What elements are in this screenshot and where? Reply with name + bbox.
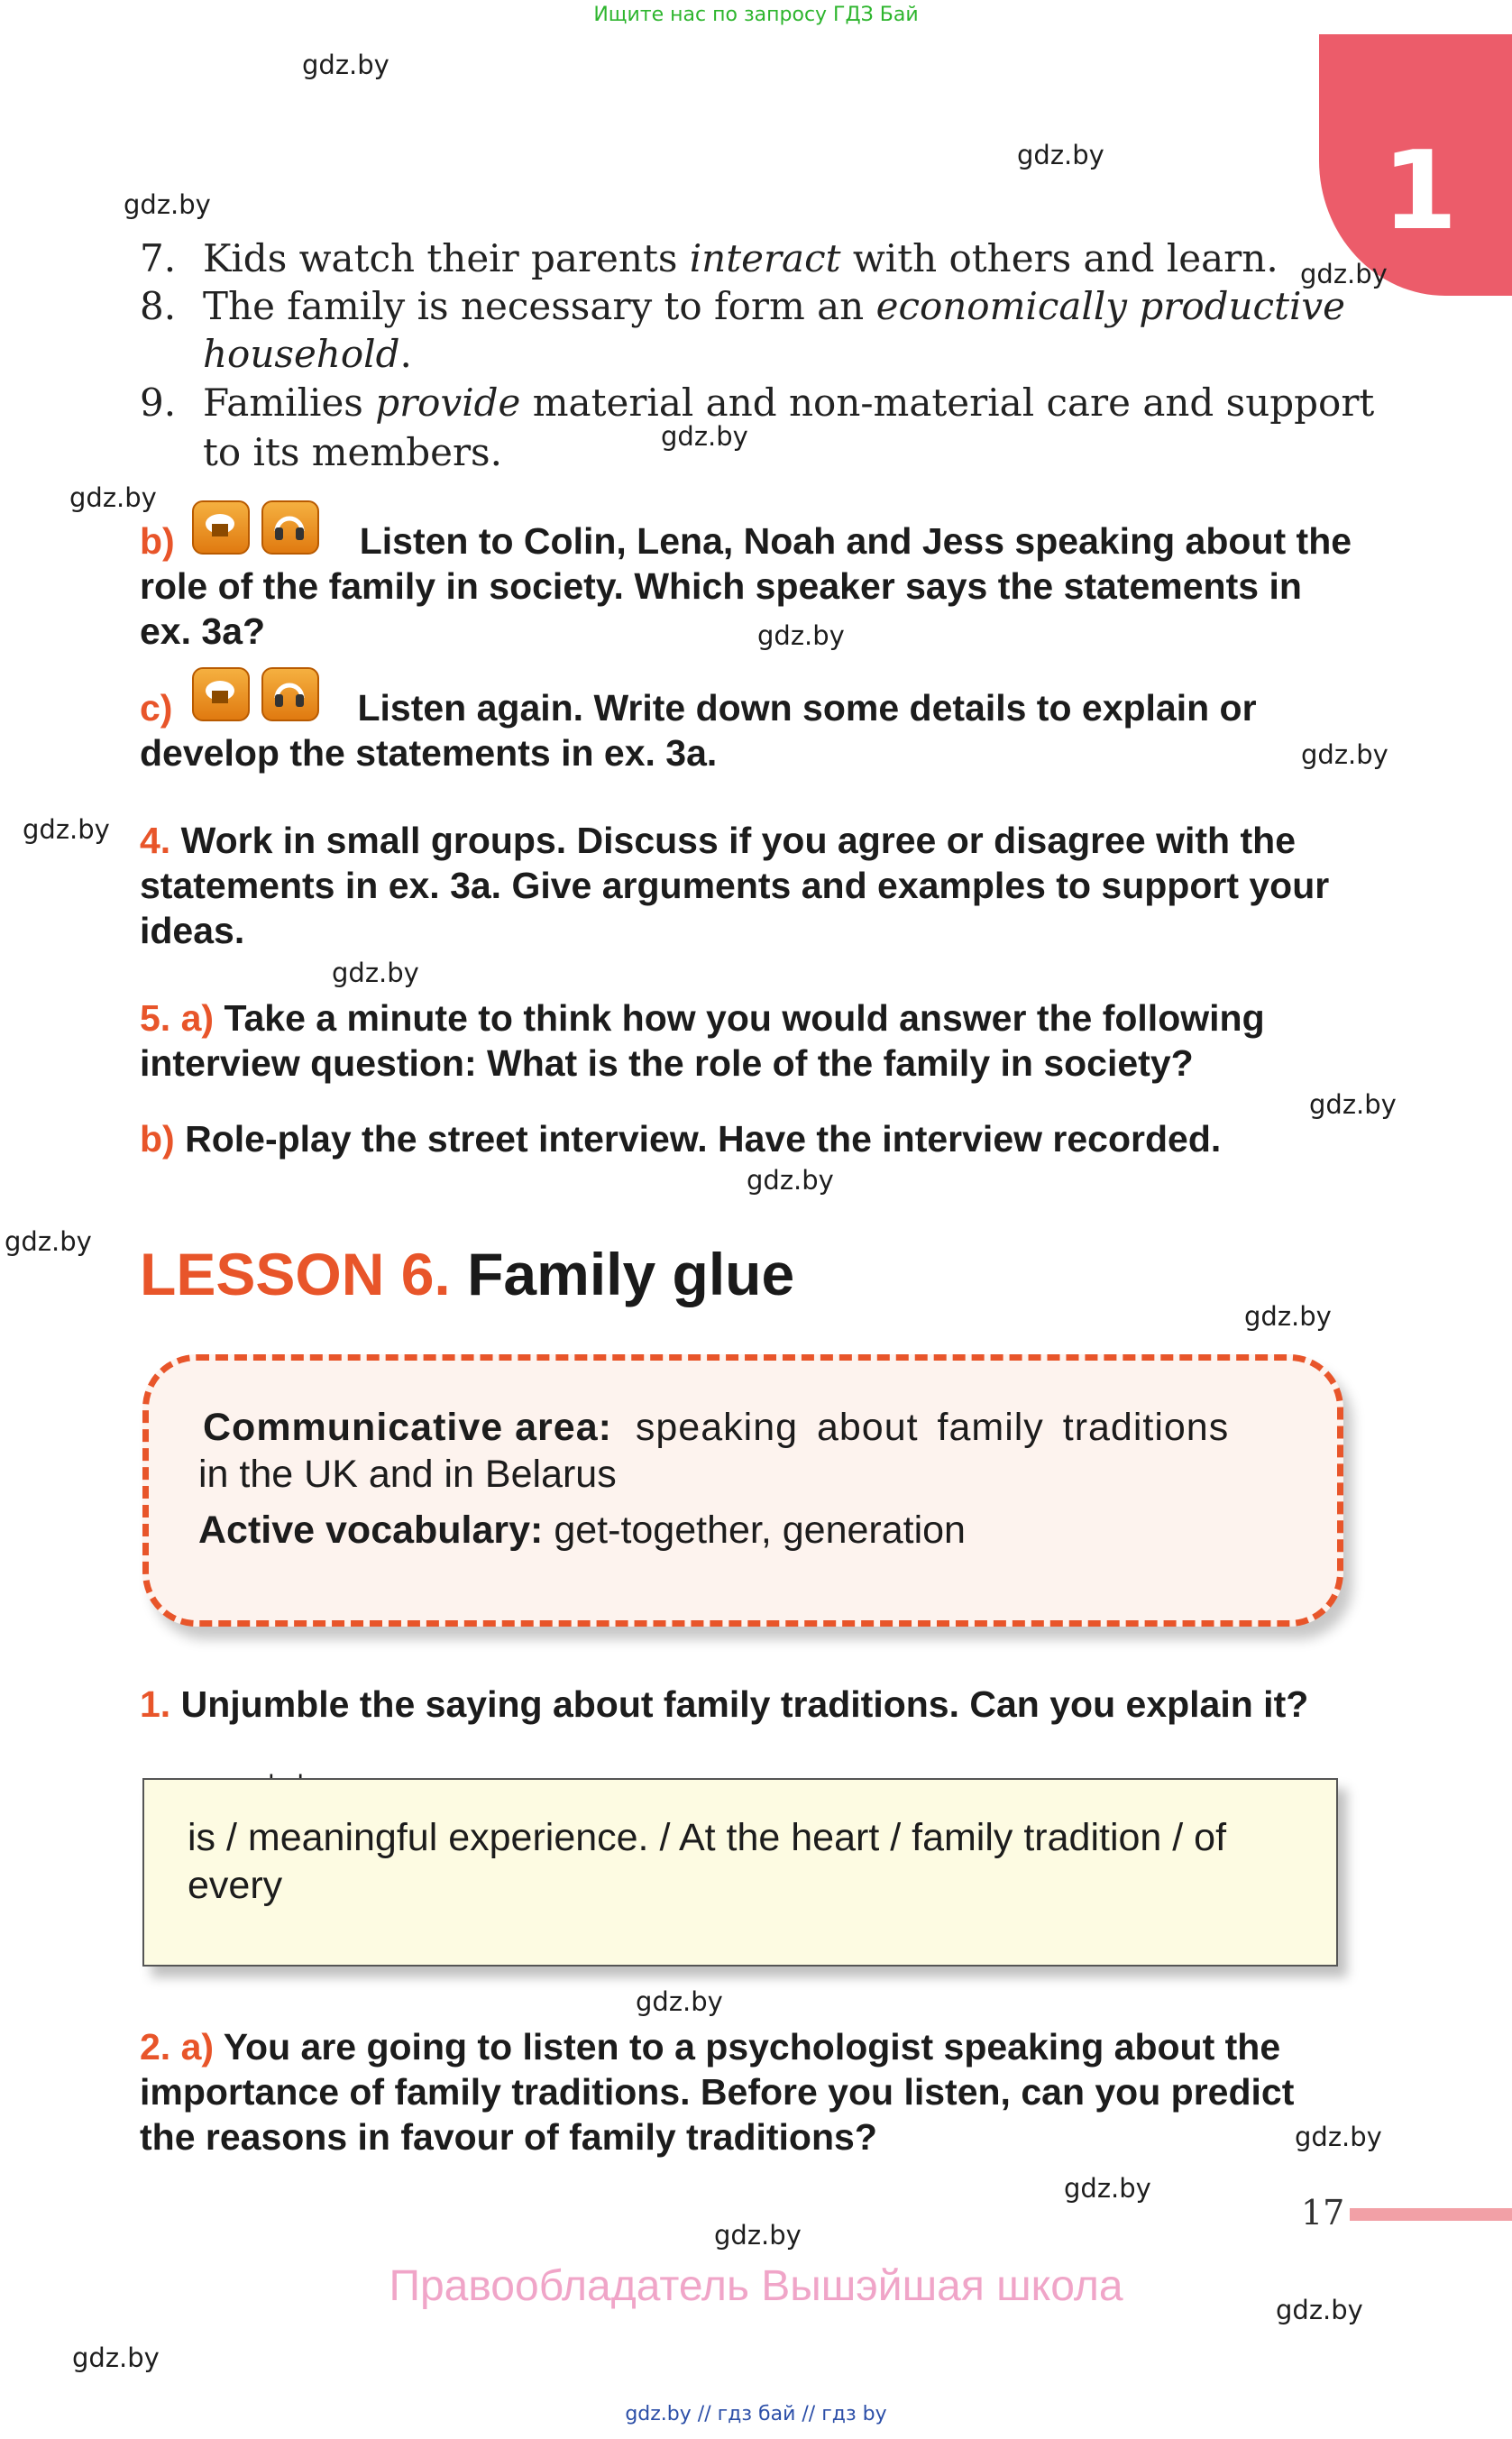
task-text: Unjumble the saying about family traditions. Can you explain it? (180, 1683, 1309, 1725)
statement-text: The family is necessary to form an (203, 284, 876, 328)
watermark: gdz.by (1276, 2295, 1363, 2325)
statement-text: household (203, 332, 400, 376)
lesson-name: Family glue (467, 1241, 795, 1307)
task-3c (140, 685, 1339, 775)
active-vocabulary (198, 1508, 966, 1553)
task-label: b) (140, 1118, 175, 1160)
statement-line (140, 284, 1345, 328)
chapter-number: 1 (1382, 129, 1458, 254)
watermark: gdz.by (302, 50, 389, 80)
lesson-title (140, 1240, 794, 1308)
task-text: develop the statements in ex. 3a. (140, 732, 718, 774)
page-number-bar (1350, 2208, 1512, 2221)
communicative-area (203, 1406, 1229, 1450)
task-5a (140, 995, 1339, 1086)
statement-number: 7. (140, 236, 177, 280)
statement-text: provide (375, 381, 521, 425)
task-4 (140, 818, 1339, 953)
task-label: 5. (140, 997, 171, 1039)
watermark: gdz.by (5, 1226, 92, 1257)
task-label: 4. (140, 820, 171, 861)
task-text: importance of family traditions. Before you listen, can you predict (140, 2071, 1295, 2113)
cloud-audio-icon[interactable] (192, 500, 250, 555)
task-3b (140, 518, 1352, 654)
task-text: ex. 3a? (140, 610, 266, 652)
jumbled-saying: is / meaningful experience. / At the heart / family tradition / of every (188, 1816, 1227, 1907)
task-label: b) (140, 520, 175, 562)
statement-number: 8. (140, 284, 177, 328)
headphones-icon[interactable] (261, 500, 319, 555)
watermark: gdz.by (1301, 739, 1388, 770)
copyright: Правообладатель Вышэйшая школа (389, 2262, 1123, 2310)
task-label: 1. (140, 1683, 171, 1725)
watermark: gdz.by (757, 620, 845, 651)
goal-label: Active vocabulary: (198, 1508, 544, 1552)
watermark: gdz.by (23, 814, 110, 845)
statement-line (140, 381, 1374, 425)
headphones-icon[interactable] (261, 667, 319, 721)
statement-text: material and non-material care and support (520, 381, 1375, 425)
task-text: Work in small groups. Discuss if you agree or disagree with the (180, 820, 1296, 861)
watermark: gdz.by (1017, 140, 1104, 170)
task-text: ideas. (140, 910, 245, 951)
goal-text: get-together, generation (554, 1508, 966, 1552)
watermark: gdz.by (1309, 1089, 1397, 1120)
page-number: 17 (1301, 2193, 1345, 2233)
statement-text: economically productive (875, 284, 1345, 328)
statement-text: with others and learn. (840, 236, 1278, 280)
watermark: gdz.by (1244, 1301, 1332, 1332)
saying-box (142, 1778, 1338, 1967)
watermark: gdz.by (661, 421, 748, 452)
task-text: Listen to Colin, Lena, Noah and Jess speaking about the (359, 520, 1352, 562)
watermark: gdz.by (636, 1986, 723, 2017)
watermark: gdz.by (1300, 259, 1388, 289)
task-label: c) (140, 687, 173, 729)
lesson-goals-box (142, 1354, 1343, 1627)
goal-text: in the UK and in Belarus (198, 1453, 617, 1496)
task-text: interview question: What is the role of the family in society? (140, 1042, 1194, 1084)
top-note: Ищите нас по запросу ГДЗ Бай (593, 4, 919, 26)
task-sublabel: a) (180, 997, 215, 1039)
watermark: gdz.by (1064, 2173, 1151, 2204)
watermark: gdz.by (124, 189, 211, 220)
watermark: gdz.by (714, 2220, 802, 2251)
lesson-task-2a (140, 2024, 1339, 2159)
goal-text: speaking about family traditions (635, 1406, 1230, 1449)
cloud-audio-icon[interactable] (192, 667, 250, 721)
footer-links[interactable]: gdz.by // гдз бай // гдз by (625, 2403, 887, 2425)
watermark: gdz.by (1295, 2122, 1382, 2152)
chapter-badge (1319, 34, 1512, 296)
watermark: gdz.by (747, 1165, 834, 1196)
task-label: 2. (140, 2026, 171, 2068)
statement-line (140, 332, 412, 376)
task-text: the reasons in favour of family traditions? (140, 2116, 877, 2158)
statement-text: Families (203, 381, 376, 425)
statement-text: to its members. (203, 430, 502, 474)
statement-text: interact (689, 236, 841, 280)
task-text: role of the family in society. Which speaker says the statements in (140, 565, 1302, 607)
lesson-label: LESSON 6. (140, 1241, 451, 1307)
task-text: Take a minute to think how you would answer the following (224, 997, 1265, 1039)
task-text: Role-play the street interview. Have the interview recorded. (185, 1118, 1222, 1160)
task-text: Listen again. Write down some details to explain or (357, 687, 1257, 729)
statement-number: 9. (140, 381, 177, 425)
task-5b (140, 1116, 1339, 1161)
statement-text: . (399, 332, 412, 376)
goal-label: Communicative area: (203, 1406, 612, 1449)
task-sublabel: a) (180, 2026, 215, 2068)
task-text: You are going to listen to a psychologist speaking about the (223, 2026, 1281, 2068)
statement-text: Kids watch their parents (203, 236, 690, 280)
watermark: gdz.by (72, 2343, 160, 2373)
lesson-task-1 (140, 1682, 1339, 1727)
statement-line (140, 236, 1278, 280)
statement-line (140, 430, 502, 474)
watermark: gdz.by (69, 482, 157, 513)
task-text: statements in ex. 3a. Give arguments and examples to support your (140, 865, 1330, 906)
watermark: gdz.by (332, 958, 419, 988)
